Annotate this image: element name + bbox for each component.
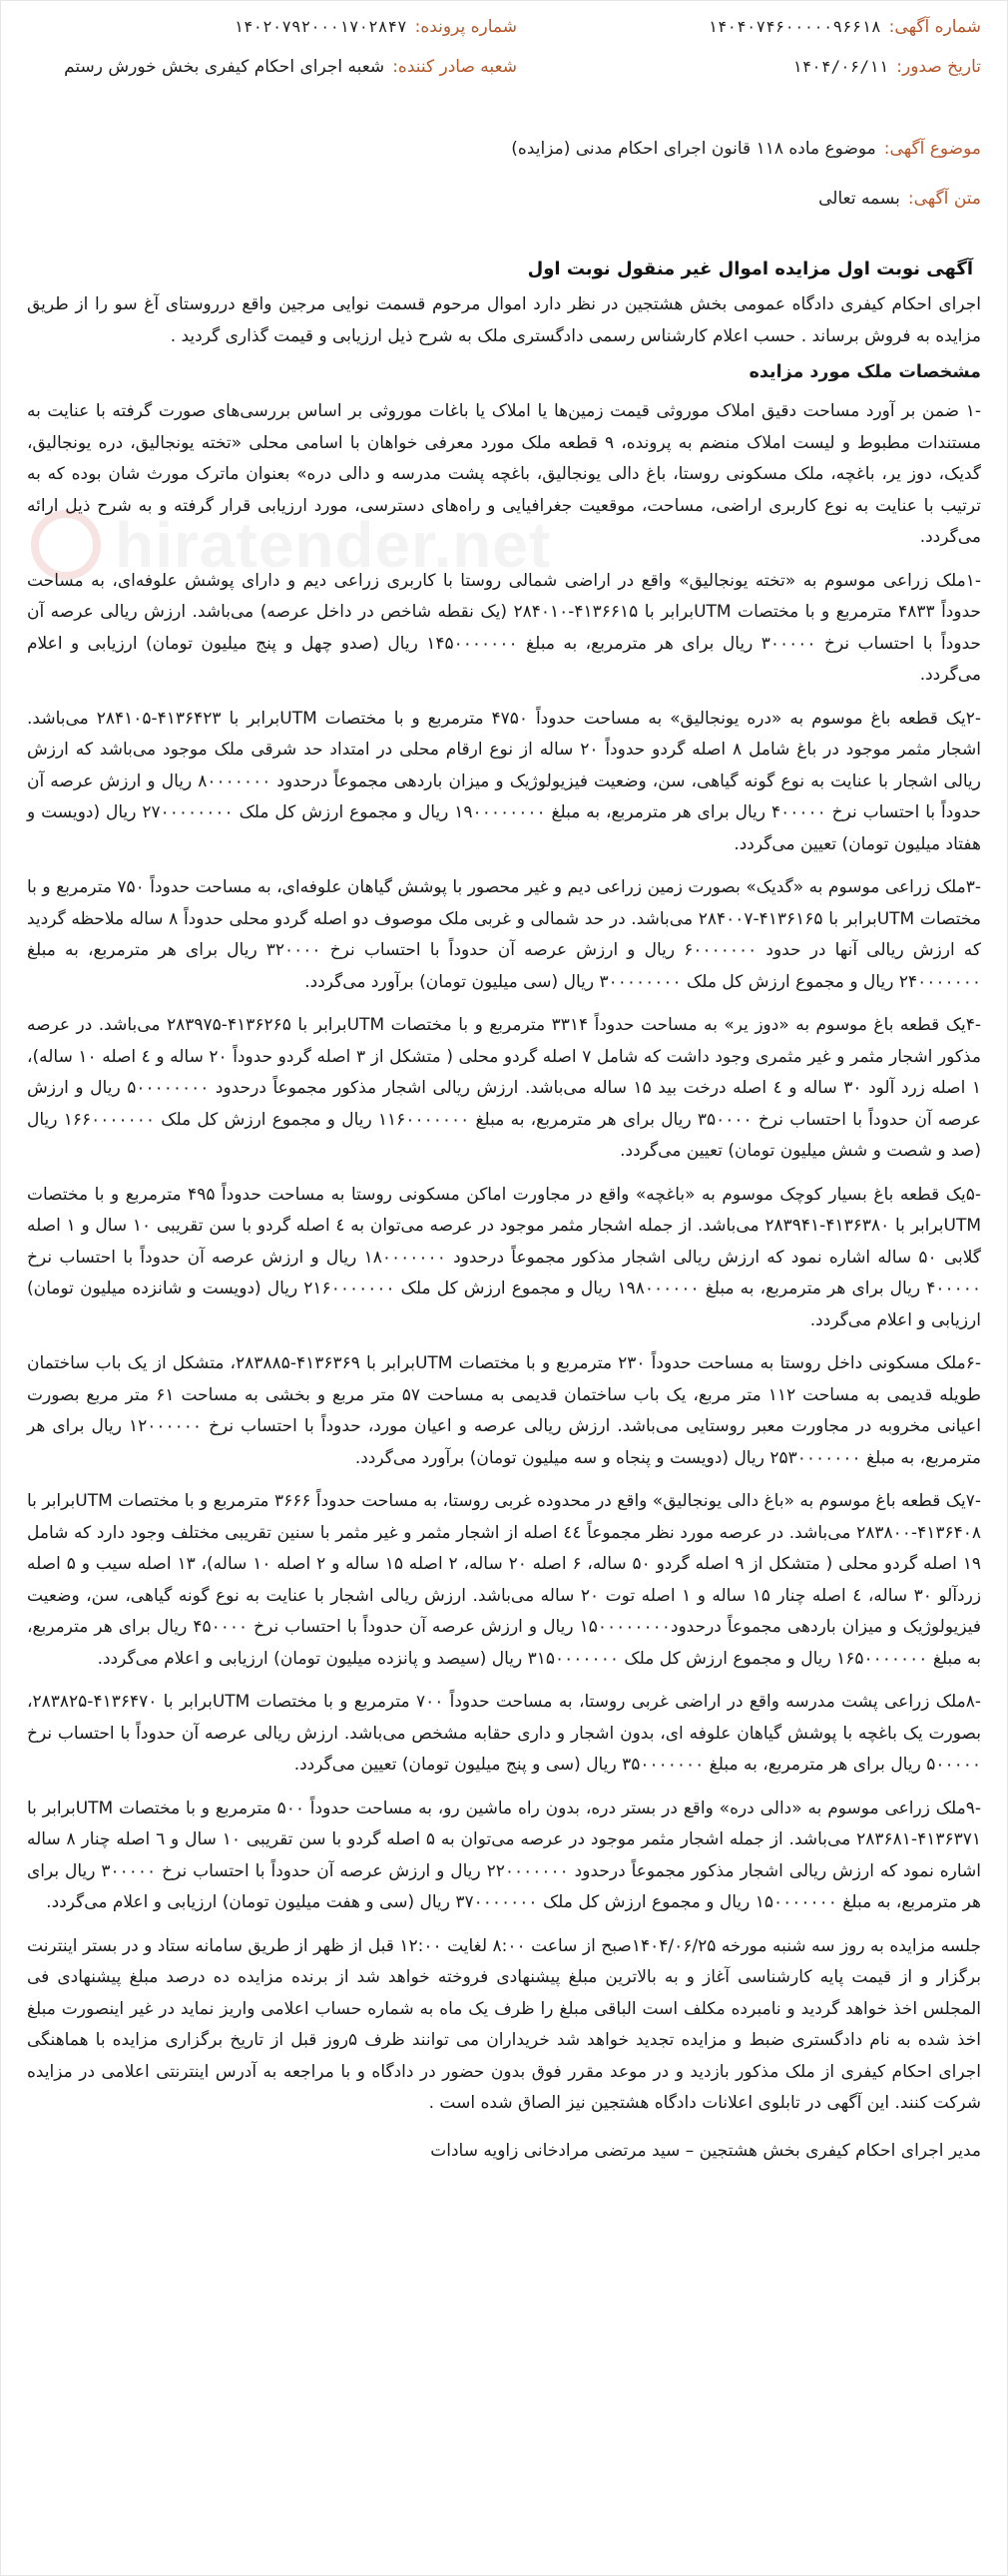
- intro-paragraph: اجرای احکام کیفری دادگاه عمومی بخش هشتجین در نظر دارد اموال مرحوم قسمت نوایی مرجین واقع درروستای آغ سو را از طریق مزایده به فروش برساند . حسب اعلام کارشناس رسمی دادگستری ملک به شرح ذیل ارزیابی و قیمت گذاری گردید .: [27, 294, 981, 346]
- property-item: -۷یک قطعه باغ موسوم به «باغ دالی یونجالیق» واقع در محدوده غربی روستا، به مساحت حدوداً ۳۶۶۶ مترمربع و با مختصات UTMبرابر با ۴۱۳۶۴۰۸-۲۸۳۸۰۰ می‌باشد. در عرصه مورد نظر مجموعاً ٤٤ اصله از اشجار مثمر و غیر مثمر با سنین تقریبی مختلف وجود دارد که شامل ۱۹ اصله گردو محلی ( متشکل از ۹ اصله گردو ۵۰ ساله، ۶ اصله ۲۰ ساله، ۲ اصله ۱۵ ساله و ۲ اصله ۱۰ ساله)، ۱۳ اصله سیب و ۵ اصله زردآلو ۳۰ ساله، ٤ اصله چنار ۱۵ ساله و ۱ اصله توت ۲۰ ساله می‌باشد. ارزش ریالی اشجار با عنایت به نوع گونه گیاهی، سن، وضعیت فیزیولوژیک و میزان باردهی مجموعاً درحدود۱۵۰۰۰۰۰۰۰۰ ریال و ارزش عرصه آن حدوداً با احتساب نرخ ۴۵۰۰۰۰ ریال برای هر مترمربع، به مبلغ ۱۶۵۰۰۰۰۰۰۰ ریال و مجموع ارزش کل ملک ۳۱۵۰۰۰۰۰۰۰ ریال (سیصد و پانزده میلیون تومان) ارزیابی و اعلام می‌گردد.: [27, 1491, 982, 1669]
- property-item: -۹ملک زراعی موسوم به «دالی دره» واقع در بستر دره، بدون راه ماشین رو، به مساحت حدوداً ۵۰۰ مترمربع و با مختصات UTMبرابر با ۴۱۳۶۳۷۱-۲۸۳۶۸۱ می‌باشد. از جمله اشجار مثمر موجود در عرصه می‌توان به ۵ اصله گردو با سن تقریبی ۱۰ سال و ٦ اصله چنار ۸ ساله اشاره نمود که ارزش ریالی اشجار مذکور مجموعاً درحدود ۲۲۰۰۰۰۰۰۰ ریال و ارزش عرصه آن حدوداً با احتساب نرخ ۳۰۰۰۰۰ ریال برای هر مترمربع، به مبلغ ۱۵۰۰۰۰۰۰۰ ریال و مجموع ارزش کل ملک ۳۷۰۰۰۰۰۰۰ ریال (سی و هفت میلیون تومان) ارزیابی و اعلام می‌گردد.: [27, 1798, 982, 1912]
- property-item: -۴یک قطعه باغ موسوم به «دوز یر» به مساحت حدوداً ۳۳۱۴ مترمربع و با مختصات UTMبرابر با ۴۱۳۶۲۶۵-۲۸۳۹۷۵ می‌باشد. در عرصه مذکور اشجار مثمر و غیر مثمری وجود داشت که شامل ۷ اصله گردو محلی ( متشکل از ۳ اصله گردو حدوداً ۲۰ ساله و ٤ اصله ۱۰ ساله)، ۱ اصله زرد آلود ۳۰ ساله و ٤ اصله درخت بید ۱۵ ساله می‌باشد. ارزش ریالی اشجار مذکور مجموعاً درحدود ۵۰۰۰۰۰۰۰۰ ریال و ارزش عرصه آن حدوداً با احتساب نرخ ۳۵۰۰۰۰ ریال برای هر مترمربع، به مبلغ ۱۱۶۰۰۰۰۰۰۰ ریال و مجموع ارزش کل ملک ۱۶۶۰۰۰۰۰۰۰ ریال (صد و شصت و شش میلیون تومان) تعیین می‌گردد.: [27, 1015, 981, 1161]
- subject-field: [27, 139, 981, 175]
- ad-number-field: [517, 17, 981, 37]
- property-item: -۲یک قطعه باغ موسوم به «دره یونجالیق» به مساحت حدوداً ۴۷۵۰ مترمربع و با مختصات UTMبرابر با ۴۱۳۶۴۲۳-۲۸۴۱۰۵ می‌باشد. اشجار مثمر موجود در باغ شامل ۸ اصله گردو حدوداً ۲۰ ساله از نوع ارقام محلی در امتداد حد شرقی ملک موجود می‌باشد که ارزش ریالی اشجار با عنایت به نوع گونه گیاهی، سن، وضعیت فیزیولوژیک و میزان باردهی مجموعاً درحدود ۸۰۰۰۰۰۰۰ ریال و ارزش عرصه آن حدوداً با احتساب نرخ ۴۰۰۰۰۰ ریال برای هر مترمربع، به مبلغ ۱۹۰۰۰۰۰۰۰۰ ریال و مجموع ارزش کل ملک ۲۷۰۰۰۰۰۰۰۰ ریال (دویست و هفتاد میلیون تومان) تعیین می‌گردد.: [27, 708, 981, 854]
- issuer-field: [27, 57, 517, 77]
- closing-paragraph: جلسه مزایده به روز سه شنبه مورخه ۱۴۰۴/۰۶/۲۵صبح از ساعت ۸:۰۰ لغایت ۱۲:۰۰ قبل از ظهر از طریق سامانه ستاد و در بستر اینترنت برگزار و از قیمت پایه کارشناسی آغاز و به بالاترین مبلغ پیشنهادی فروخته خواهد شد از برنده مزایده ده درصد مبلغ پیشنهادی فی المجلس اخذ خواهد گردید و نامبرده مکلف است الباقی مبلغ را ظرف یک ماه به شماره حساب اعلامی واریز نماید در غیر اینصورت مبلغ اخذ شده به نام دادگستری ضبط و مزایده تجدید خواهد شد خریداران می توانند ظرف ۵روز قبل از تاریخ برگزاری مزایده با هماهنگی اجرای احکام کیفری از ملک مذکور بازدید و در موعد مقرر فوق بدون حضور در دادگاه و با مراجعه به آدرس اینترنتی اعلامی در مزایده شرکت کنند. این آگهی در تابلوی اعلانات دادگاه هشتجین نیز الصاق شده است .: [27, 1935, 981, 2113]
- meta-row-issue: [27, 57, 981, 97]
- property-item: -۳ملک زراعی موسوم به «گدیک» بصورت زمین زراعی دیم و غیر محصور با پوشش گیاهان علوفه‌ای، به مساحت حدوداً ۷۵۰ مترمربع و با مختصات UTMبرابر با ۴۱۳۶۱۶۵-۲۸۴۰۰۷ می‌باشد. در حد شمالی و غربی ملک موصوف دو اصله گردو محلی حدوداً ۸ ساله ملاحظه گردید که ارزش ریالی آنها در حدود ۶۰۰۰۰۰۰۰ ریال و ارزش عرصه آن حدوداً با احتساب نرخ ۳۲۰۰۰۰ ریال برای هر مترمربع، به مبلغ ۲۴۰۰۰۰۰۰۰ ریال و مجموع ارزش کل ملک ۳۰۰۰۰۰۰۰۰ ریال (سی میلیون تومان) برآورد می‌گردد.: [27, 877, 981, 992]
- issuer-value: شعبه اجرای احکام کیفری بخش خورش رستم: [64, 57, 385, 77]
- signature-line: مدیر اجرای احکام کیفری بخش هشتجین – سید مرتضی مرادخانی زاویه سادات: [430, 2140, 981, 2161]
- ad-number-label: شماره آگهی:: [888, 17, 981, 37]
- text-value: بسمه تعالی: [818, 189, 900, 209]
- ad-number-value: ۱۴۰۴۰۷۴۶۰۰۰۰۰۹۶۶۱۸: [708, 17, 881, 36]
- announcement-title: آگهی نوبت اول مزایده اموال غیر منقول نوبت اول: [527, 258, 973, 279]
- meta-row-numbers: [27, 17, 981, 57]
- property-item: -۸ملک زراعی پشت مدرسه واقع در اراضی غربی روستا، به مساحت حدوداً ۷۰۰ مترمربع و با مختصات UTMبرابر با ۴۱۳۶۴۷۰-۲۸۳۸۲۵، بصورت یک باغچه با پوشش گیاهان علوفه ای، بدون اشجار و داری حقابه مشخص می‌باشد. ارزش ریالی عرصه آن حدوداً با احتساب نرخ ۵۰۰۰۰۰ ریال برای هر مترمربع، به مبلغ ۳۵۰۰۰۰۰۰۰ ریال (سی و پنج میلیون تومان) تعیین می‌گردد.: [27, 1692, 981, 1775]
- property-list: [27, 396, 981, 1919]
- file-number-field: [27, 17, 517, 37]
- section-heading: مشخصات ملک مورد مزایده: [749, 362, 981, 382]
- issue-date-label: تاریخ صدور:: [896, 57, 981, 77]
- file-number-value: ۱۴۰۲۰۷۹۲۰۰۰۱۷۰۲۸۴۷: [234, 17, 407, 36]
- issue-date-field: [517, 57, 981, 77]
- watermark-text: hiratender.net: [115, 509, 552, 581]
- subject-label: موضوع آگهی:: [883, 139, 981, 159]
- issuer-label: شعبه صادر کننده:: [392, 57, 517, 77]
- property-item: -۱ملک زراعی موسوم به «تخته یونجالیق» واقع در اراضی شمالی روستا با کاربری زراعی دیم و دارای پوشش علوفه‌ای، به مساحت حدوداً ۴۸۳۳ مترمربع و با مختصات UTMبرابر با ۴۱۳۶۶۱۵-۲۸۴۰۱۰ (یک نقطه شاخص در داخل عرصه) می‌باشد. ارزش ریالی عرصه آن حدوداً با احتساب نرخ ۳۰۰۰۰۰ ریال برای هر مترمربع، به مبلغ ۱۴۵۰۰۰۰۰۰۰ ریال (صدو چهل و پنج میلیون تومان) ارزیابی و اعلام می‌گردد.: [27, 570, 982, 685]
- property-item: -۱ ضمن بر آورد مساحت دقیق املاک موروثی قیمت زمین‌ها یا املاک یا باغات موروثی بر اساس بررسی‌های صورت گرفته با عنایت به مستندات مطبوط و لیست املاک منضم به پرونده، ۹ قطعه ملک مورد معرفی خواهان با اسامی محلی «تخته یونجالیق، دره یونجالیق، گدیک، دوز یر، باغچه، ملک مسکونی روستا، باغ دالی یونجالیق، باغچه پشت مدرسه و دالی دره» بعنوان ماترک مورث شان بوده که به ترتیب با عنایت به نوع کاربری اراضی، مساحت، موقعیت جغرافیایی و راه‌های دسترسی، مورد ارزیابی قرار گرفته و به شرح ذیل ارائه می‌گردد.: [27, 401, 981, 547]
- text-label: متن آگهی:: [907, 189, 981, 209]
- property-item: -۵یک قطعه باغ بسیار کوچک موسوم به «باغچه» واقع در مجاورت اماکن مسکونی روستا به مساحت حدوداً ۴۹۵ مترمربع و با مختصات UTMبرابر با ۴۱۳۶۳۸۰-۲۸۳۹۴۱ می‌باشد. از جمله اشجار مثمر موجود در عرصه می‌توان به ٤ اصله گردو با سن تقریبی ۱۰ سال و ۱ اصله گلابی ۵۰ ساله اشاره نمود که ارزش ریالی اشجار مذکور مجموعاً درحدود ۱۸۰۰۰۰۰۰۰ ریال و ارزش عرصه آن حدوداً با احتساب نرخ ۴۰۰۰۰۰ ریال برای هر مترمربع، به مبلغ ۱۹۸۰۰۰۰۰۰ ریال و مجموع ارزش کل ملک ۲۱۶۰۰۰۰۰۰۰ ریال (دویست و شانزده میلیون تومان) ارزیابی و اعلام می‌گردد.: [27, 1184, 982, 1330]
- subject-value: موضوع ماده ۱۱۸ قانون اجرای احکام مدنی (مزایده): [511, 139, 876, 159]
- file-number-label: شماره پرونده:: [414, 17, 517, 37]
- issue-date-value: ۱۴۰۴/۰۶/۱۱: [791, 57, 889, 76]
- text-field: [27, 189, 981, 225]
- property-item: -۶ملک مسکونی داخل روستا به مساحت حدوداً ۲۳۰ مترمربع و با مختصات UTMبرابر با ۴۱۳۶۳۶۹-۲۸۳۸۸۵، متشکل از یک باب ساختمان طویله قدیمی به مساحت ۱۱۲ متر مربع، یک باب ساختمان قدیمی به مساحت ۵۷ متر مربع و بخشی به مساحت ۶۱ متر مربع بصورت اعیانی مخروبه در مجاورت معبر روستایی می‌باشد. ارزش ریالی عرصه و اعیان مورد، حدوداً با احتساب نرخ ۱۲۰۰۰۰۰۰ ریال برای هر مترمربع، به مبلغ ۲۵۳۰۰۰۰۰۰۰ ریال (دویست و پنجاه و سه میلیون تومان) برآورد می‌گردد.: [27, 1353, 982, 1468]
